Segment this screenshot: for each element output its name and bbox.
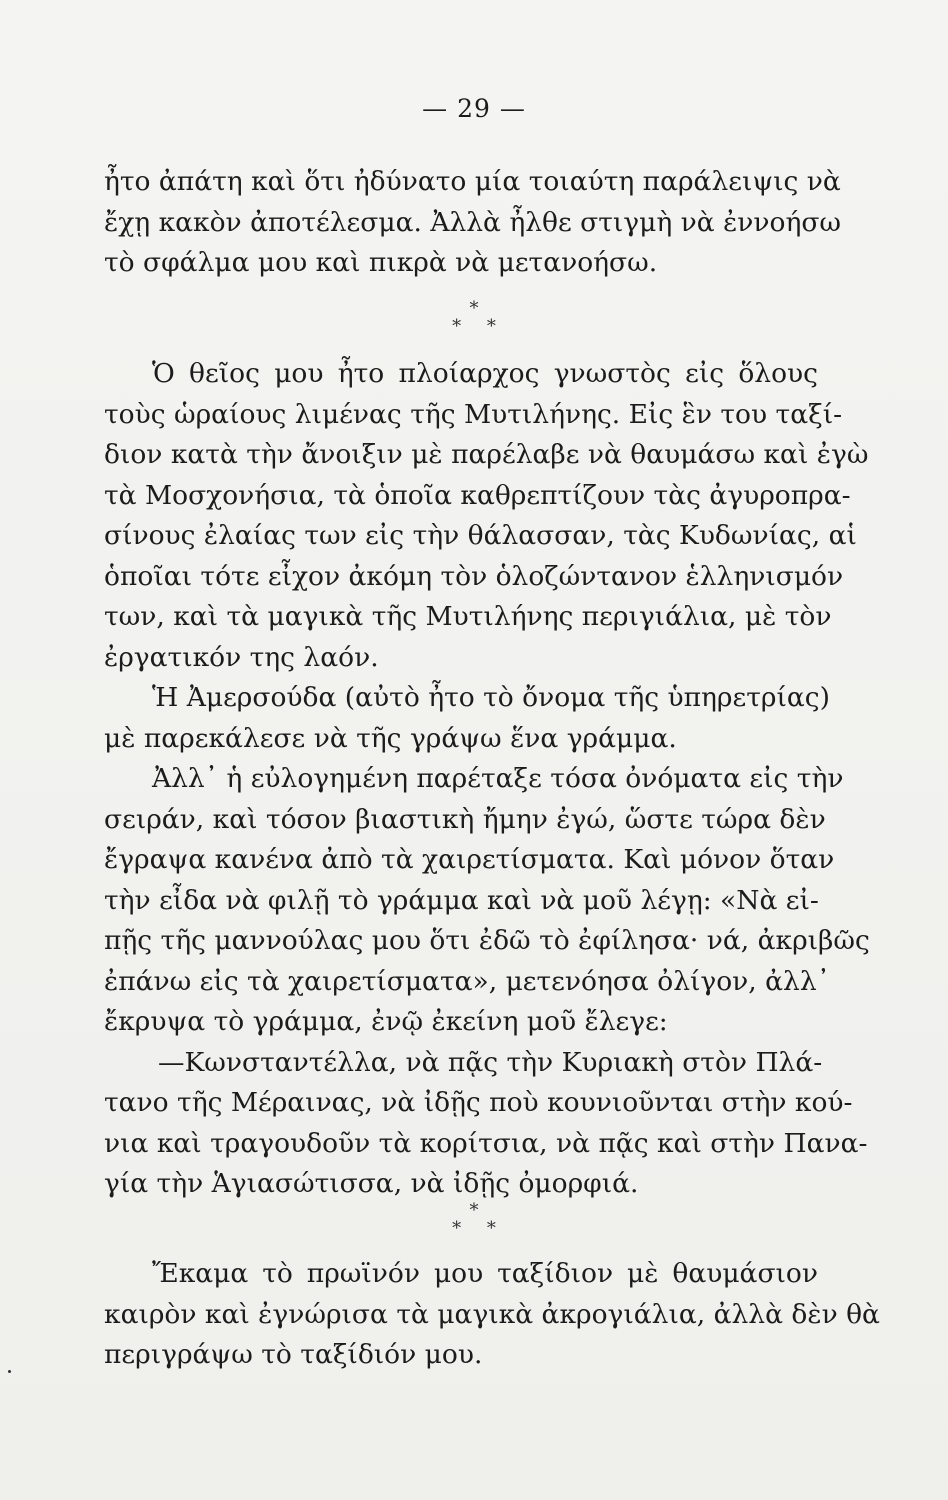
text-line: τὸ σφάλμα μου καὶ πικρὰ νὰ μετανοήσω. xyxy=(104,247,658,278)
text-line: διον κατὰ τὴν ἄνοιξιν μὲ παρέλαβε νὰ θαυμάσω καὶ ἐγὼ xyxy=(104,439,869,470)
text-line: πῇς τῆς μαννούλας μου ὅτι ἐδῶ τὸ ἐφίλησα· νά, ἀκριβῶς xyxy=(104,925,870,956)
text-line: ἦτο ἀπάτη καὶ ὅτι ἠδύνατο μία τοιαύτη παράλειψις νὰ xyxy=(104,166,841,197)
text-line: νια καὶ τραγουδοῦν τὰ κορίτσια, νὰ πᾷς καὶ στὴν Πανα- xyxy=(104,1127,868,1159)
text-line: —Κωνσταντέλλα, νὰ πᾷς τὴν Κυριακὴ στὸν Πλά- xyxy=(158,1046,823,1078)
text-line: ἐργατικόν της λαόν. xyxy=(104,641,379,673)
text-line: ἐπάνω εἰς τὰ χαιρετίσματα», μετενόησα ὀλίγον, ἀλλ᾽ xyxy=(104,965,830,997)
text-line: μὲ παρεκάλεσε νὰ τῆς γράψω ἕνα γράμμα. xyxy=(104,722,677,754)
text-line: τανο τῆς Μέραινας, νὰ ἰδῇς ποὺ κουνιοῦνται στὴν κού- xyxy=(104,1087,853,1118)
section-break-asterism xyxy=(0,300,948,336)
text-line: Ὁ θεῖος μου ἦτο πλοίαρχος γνωστὸς εἰς ὅλους xyxy=(152,358,818,389)
text-line: τὰ Μοσχονήσια, τὰ ὁποῖα καθρεπτίζουν τὰς ἀγυροπρα- xyxy=(104,479,851,511)
text-line: περιγράψω τὸ ταξίδιόν μου. xyxy=(104,1339,483,1370)
text-line: Ἔκαμα τὸ πρωϊνόν μου ταξίδιον μὲ θαυμάσιον xyxy=(152,1258,818,1289)
text-line: ἔγραψα κανένα ἀπὸ τὰ χαιρετίσματα. Καὶ μόνον ὅταν xyxy=(104,844,835,875)
asterism-bottom: * * xyxy=(452,1218,506,1239)
section-uncle-voyage xyxy=(104,354,870,1205)
text-line: σίνους ἐλαίας των εἰς τὴν θάλασσαν, τὰς Κυδωνίας, αἱ xyxy=(104,520,857,551)
paragraph-continuation xyxy=(104,162,842,284)
text-line: γία τὴν Ἁγιασώτισσα, νὰ ἰδῇς ὀμορφιά. xyxy=(104,1168,639,1199)
text-line: Ἡ Ἀμερσούδα (αὐτὸ ἦτο τὸ ὄνομα τῆς ὑπηρετρίας) xyxy=(152,682,830,713)
asterism-top: * xyxy=(469,1200,479,1221)
section-break-asterism xyxy=(0,1202,948,1238)
text-line: Ἀλλ᾽ ἡ εὐλογημένη παρέταξε τόσα ὀνόματα εἰς τὴν xyxy=(152,763,844,794)
asterism-top: * xyxy=(469,298,479,319)
text-line: καιρὸν καὶ ἐγνώρισα τὰ μαγικὰ ἀκρογιάλια, ἀλλὰ δὲν θὰ xyxy=(104,1298,880,1330)
text-line: τὴν εἶδα νὰ φιλῇ τὸ γράμμα καὶ νὰ μοῦ λέγῃ: «Νὰ εἰ- xyxy=(104,884,819,916)
text-line: ἔχῃ κακὸν ἀποτέλεσμα. Ἀλλὰ ἦλθε στιγμὴ νὰ ἐννοήσω xyxy=(104,206,842,238)
text-line: των, καὶ τὰ μαγικὰ τῆς Μυτιλήνης περιγιάλια, μὲ τὸν xyxy=(104,601,832,632)
scan-speck xyxy=(8,1370,11,1373)
text-line: τοὺς ὡραίους λιμένας τῆς Μυτιλήνης. Εἰς ἓν του ταξί- xyxy=(104,398,843,430)
text-line: σειράν, καὶ τόσον βιαστικὴ ἤμην ἐγώ, ὥστε τώρα δὲν xyxy=(104,803,826,835)
page-number: — 29 — xyxy=(422,94,526,123)
text-line: ὁποῖαι τότε εἶχον ἀκόμη τὸν ὁλοζώντανον ἑλληνισμόν xyxy=(104,560,844,592)
asterism-bottom: * * xyxy=(452,316,506,337)
text-line: ἔκρυψα τὸ γράμμα, ἐνῷ ἐκείνη μοῦ ἔλεγε: xyxy=(104,1006,668,1037)
paragraph-closing xyxy=(104,1254,880,1376)
